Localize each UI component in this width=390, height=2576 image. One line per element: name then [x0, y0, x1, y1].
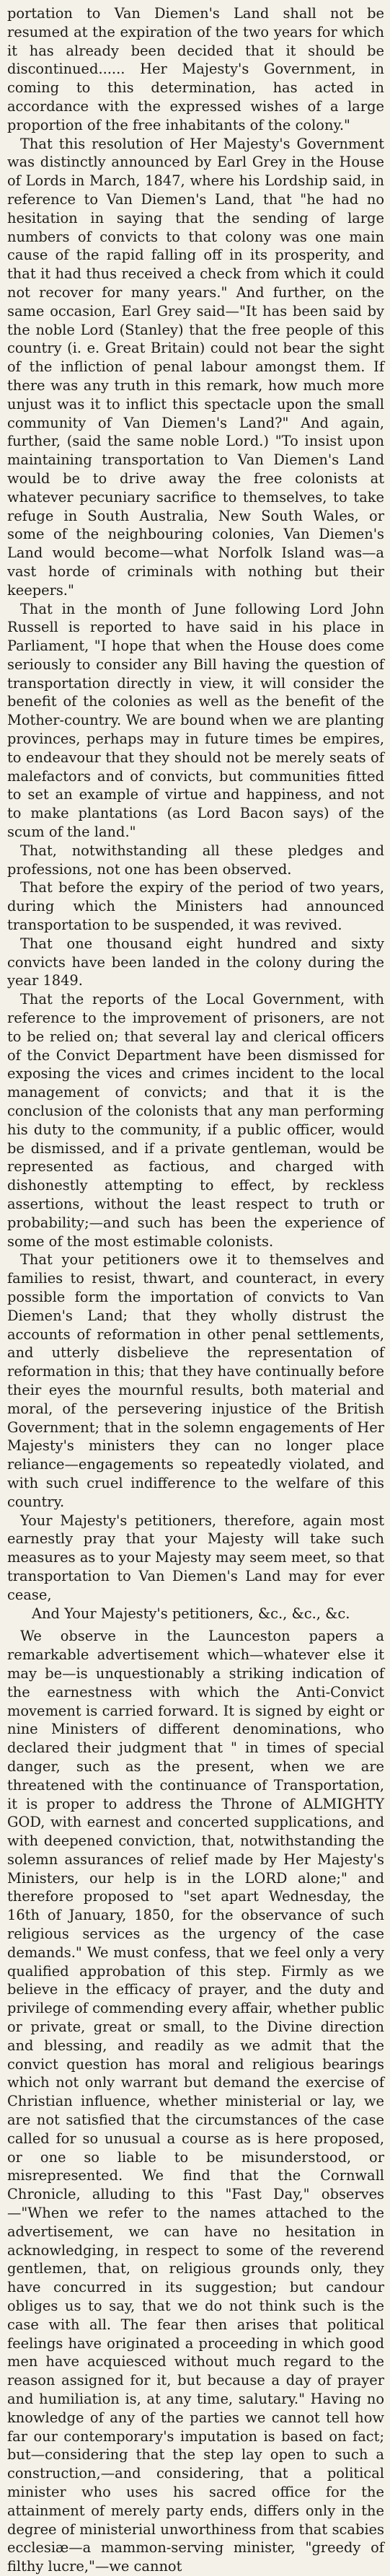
article-paragraph: That this resolution of Her Majesty's Government was distinctly announced by Earl Grey in the House of Lords in March, 1847, where his Lordship said, in reference to Van Diemen's Land, that "he had no hesitation in saying that the sending of large numbers of convicts to that colony was one main cause of the rapid falling off in its prosperity, and that it had thus received a check from which it could not recover for many years." And further, on the same occasion, Earl Grey said—"It has been said by the noble Lord (Stanley) that the free people of this country (i. e. Great Britain) could not bear the sight of the infliction of penal labour amongst them. If there was any truth in this remark, how much more unjust was it to inflict this spectacle upon the small community of Van Diemen's Land?" And again, further, (said the same noble Lord.) "To insist upon maintaining transportation to Van Diemen's Land would be to drive away the free colonists at whatever pecuniary sacrifice to themselves, to take refuge in South Australia, New South Wales, or some of the neighbouring colonies, Van Diemen's Land would become—what Norfolk Island was—a vast horde of criminals with nothing but their keepers." [7, 135, 384, 599]
article-paragraph: That the reports of the Local Government, with reference to the improvement of prisoners, are not to be relied on; that several lay and clerical officers of the Convict Department have been dismissed for exposing the vices and crimes incident to the local management of convicts; and that it is the conclusion of the colonists that any man performing his duty to the community, if a public officer, would be dismissed, and if a private gentleman, would be represented as factious, and charged with dishonestly attempting to effect, by reckless assertions, without the least respect to truth or probability;—and such has been the experience of some of the most estimable colonists. [7, 991, 384, 1250]
petition-signoff: And Your Majesty's petitioners, &c., &c., &c. [32, 1605, 350, 1622]
article-paragraph: That, notwithstanding all these pledges and professions, not one has been observed. [7, 842, 384, 878]
article-paragraph: That in the month of June following Lord John Russell is reported to have said in his place in Parliament, "I hope that when the House does come seriously to consider any Bill having the question of transportation directly in view, it will consider the benefit of the colonies as well as the benefit of the Mother-country. We are bound when we are planting provinces, perhaps may in future times be empires, to endeavour that they should not be merely seats of malefactors and of convicts, but communities fitted to set an example of virtue and happiness, and not to make plantations (as Lord Bacon says) of the scum of the land." [7, 600, 384, 841]
article-paragraph: Your Majesty's petitioners, therefore, again most earnestly pray that your Majesty will take such measures as to your Majesty may seem meet, so that transportation to Van Diemen's Land may for ever cease, [7, 1512, 384, 1603]
article-paragraph: We observe in the Launceston papers a remarkable advertisement which—whatever else it may be—is unquestionably a striking indication of the earnestness with which the Anti-Convict movement is carried forward. It is signed by eight or nine Ministers of different denominations, who declared their judgment that " in times of special danger, such as the present, when we are threatened with the continuance of Transportation, it is proper to address the Throne of ALMIGHTY GOD, with earnest and concerted supplications, and with deepened conviction, that, notwithstanding the solemn assurances of relief made by Her Majesty's Ministers, our help is in the LORD alone;" and therefore proposed to "set apart Wednesday, the 16th of January, 1850, for the observance of such religious services as the urgency of the case demands." We must confess, that we feel only a very qualified approbation of this step. Firmly as we believe in the efficacy of prayer, and the duty and privilege of commending every affair, whether public or private, great or small, to the Divine direction and blessing, and readily as we admit that the convict question has moral and religious bearings which not only warrant but demand the exercise of Christian influence, whether ministerial or lay, we are not satisfied that the circumstances of the case called for so unusual a course as is here proposed, or one so liable to be misunderstood, or misrepresented. We find that the Cornwall Chronicle, alluding to this "Fast Day," observes—"When we refer to the names attached to the advertisement, we can have no hesitation in acknowledging, in respect to some of the reverend gentlemen, that, on religious grounds only, they have concurred in its suggestion; but candour obliges us to say, that we do not think such is the case with all. The fear then arises that political feelings have originated a proceeding in which good men have acquiesced without much regard to the reason assigned for it, but because a day of prayer and humiliation is, at any time, salutary." Having no knowledge of any of the parties we cannot tell how far our contemporary's imputation is based on fact; but—considering that the step lay open to such a construction,—and considering, that a political minister who uses his sacred office for the attainment of merely party ends, differs only in the degree of ministerial unworthiness from that scabies ecclesiæ—a mammon-serving minister, "greedy of filthy lucre,"—we cannot [7, 1628, 384, 2575]
article-paragraph: portation to Van Diemen's Land shall not be resumed at the expiration of the two years for which it has already been decided that it should be discontinued...... Her Majesty's Government, in coming to this determination, has acted in accordance with the expressed wishes of a large proportion of the free inhabitants of the colony." [7, 5, 384, 133]
article-paragraph: That before the expiry of the period of two years, during which the Ministers had announced transportation to be suspended, it was revived. [7, 879, 384, 934]
article-paragraph: That your petitioners owe it to themselves and families to resist, thwart, and counteract, in every possible form the importation of convicts to Van Diemen's Land; that they wholly distrust the accounts of reformation in other penal settlements, and utterly disbelieve the representation of reformation in this; that they have continually before their eyes the mournful results, both material and moral, of the persevering injustice of the British Government; that in the solemn engagements of Her Majesty's ministers they can no longer place reliance—engagements so repeatedly violated, and with such cruel indifference to the welfare of this country. [7, 1251, 384, 1510]
article-paragraph: That one thousand eight hundred and sixty convicts have been landed in the colony during the year 1849. [7, 935, 384, 989]
